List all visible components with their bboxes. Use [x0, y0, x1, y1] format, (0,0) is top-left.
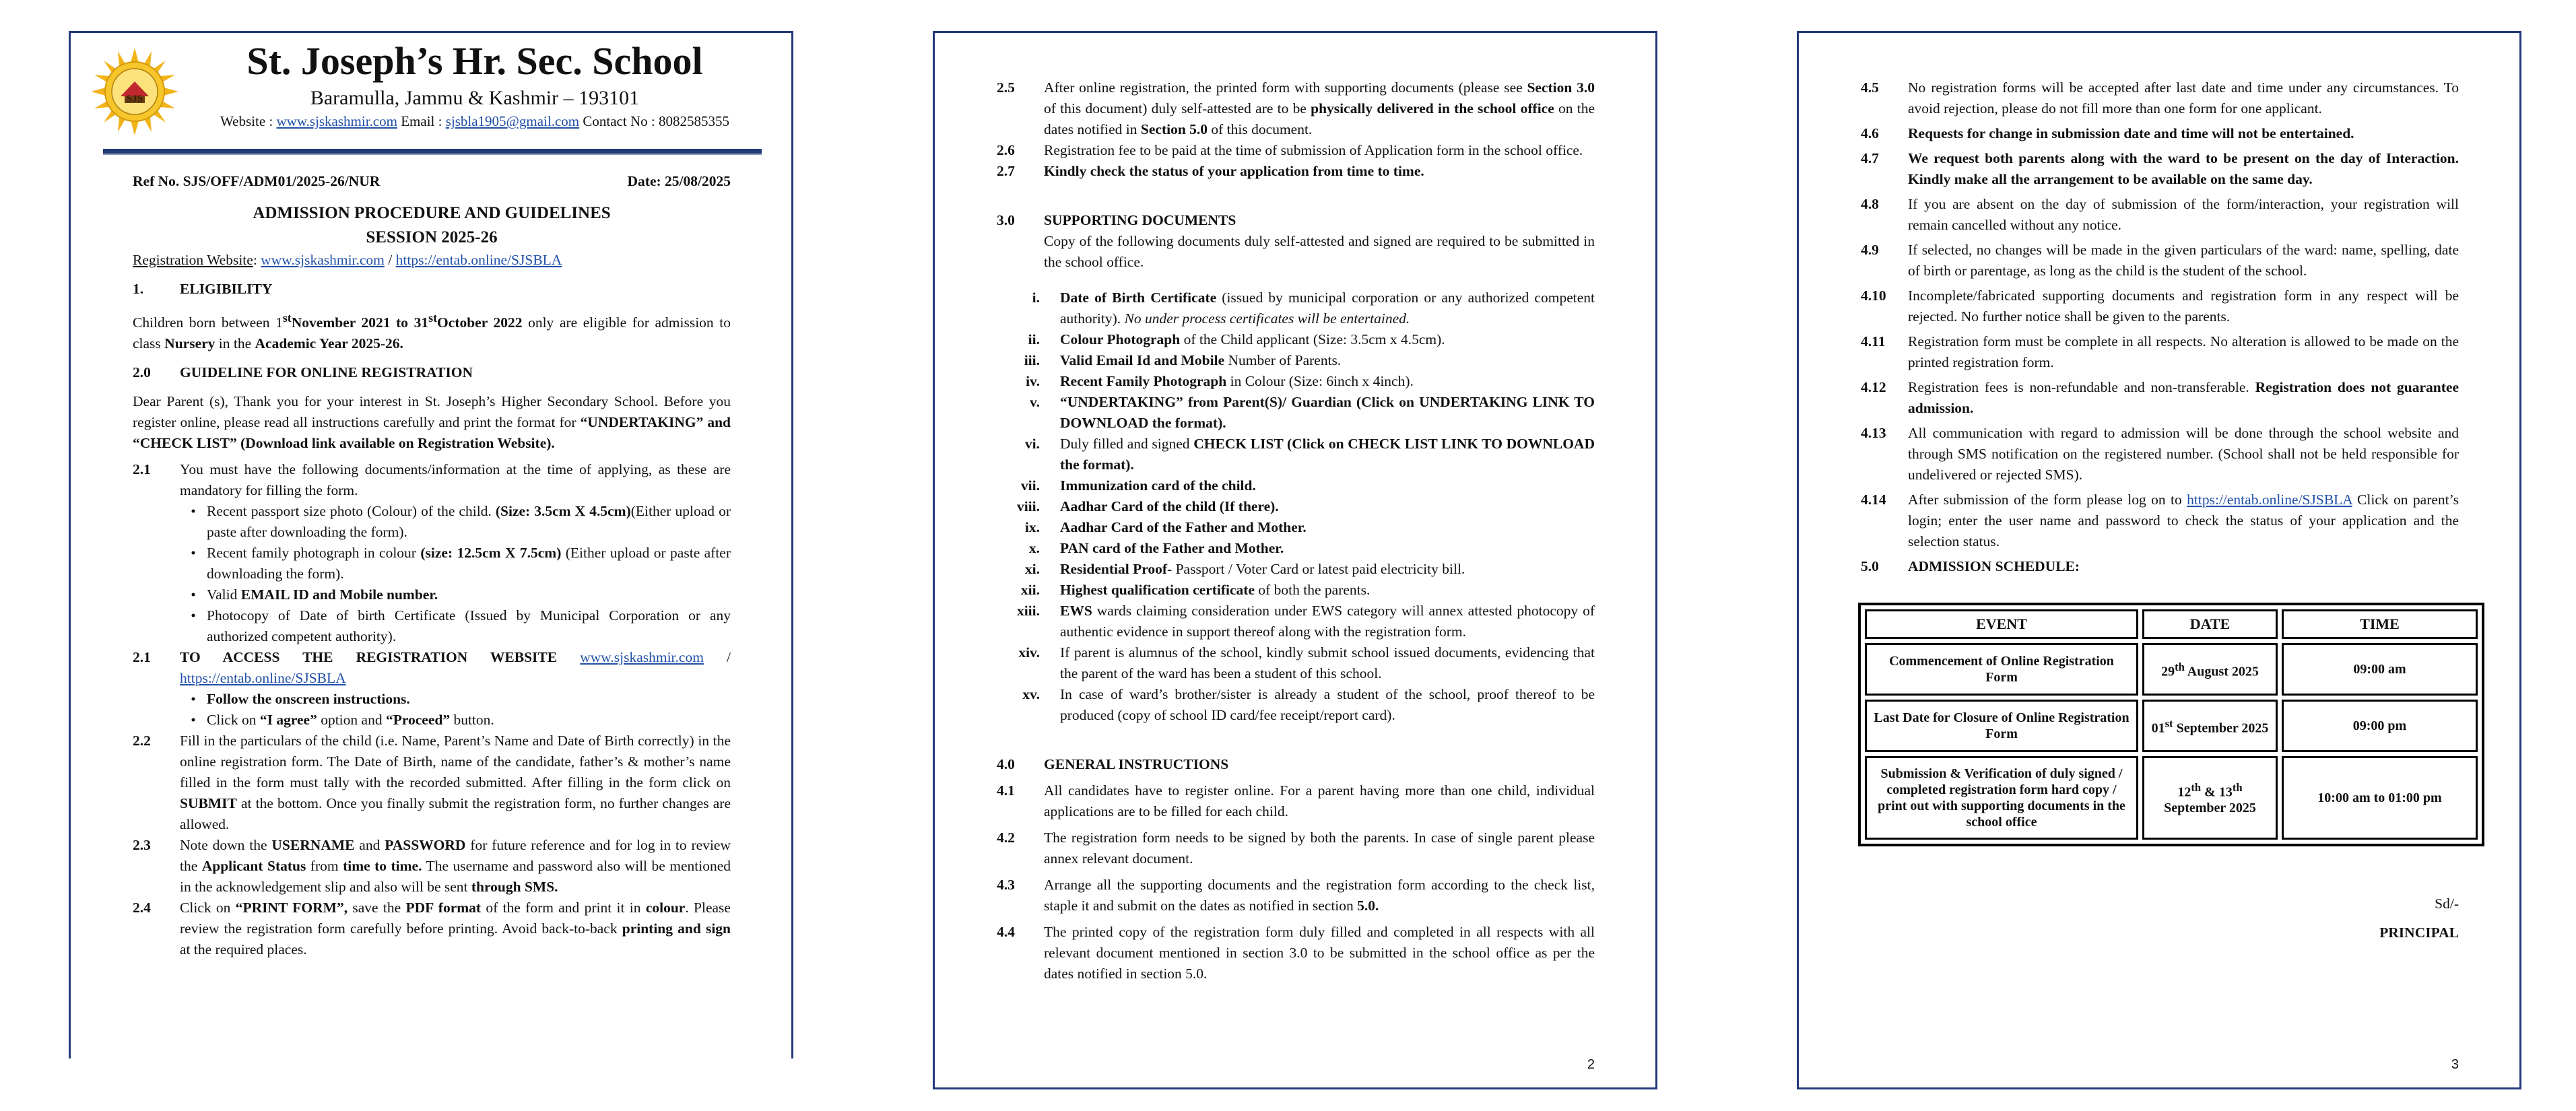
item-2-6: 2.6 Registration fee to be paid at the time of submission of Application form in the school office.: [997, 142, 1583, 158]
item-4-13: 4.13 All communication with regard to admission will be done through the school website and through SMS notification on the registered number. (School shall not be held responsible for undelivered or rejected SMS).: [1861, 425, 2459, 483]
item-4-12: 4.12 Registration fees is non-refundable and non-transferable. Registration does not guarantee admission.: [1861, 379, 2459, 416]
section-2-heading: 2.0 GUIDELINE FOR ONLINE REGISTRATION: [133, 364, 473, 381]
document-item: ii. Colour Photograph of the Child applicant (Size: 3.5cm x 4.5cm).: [1028, 331, 1445, 347]
item-2-7: 2.7 Kindly check the status of your application from time to time.: [997, 163, 1424, 179]
section-4-heading: 4.0 GENERAL INSTRUCTIONS: [997, 756, 1229, 772]
item-2-4: 2.4 Click on “PRINT FORM”, save the PDF format of the form and print it in colour. Please review the registration form carefully before printing. Avoid back-to-back printing and sign at the required places.: [133, 900, 731, 958]
date-cell: 12th & 13th September 2025: [2142, 756, 2278, 840]
school-heading: [185, 37, 764, 131]
item-2-1-website: 2.1 TO ACCESS THE REGISTRATION WEBSITE www.sjskashmir.com / https://entab.online/SJSBLA: [133, 649, 731, 687]
item-4-9: 4.9 If selected, no changes will be made in the given particulars of the ward: name, spelling, date of birth or parentage, as long as the child is the student of the school.: [1861, 242, 2459, 279]
col-time: TIME: [2282, 609, 2478, 639]
school-name: St. Joseph’s Hr. Sec. School: [246, 39, 703, 83]
table-row: [1865, 756, 2478, 840]
document-item: xv. In case of ward’s brother/sister is already a student of the school, proof thereof to be produced (copy of school ID card/fee receipt/report card).: [1022, 686, 1595, 723]
table-row: [1865, 643, 2478, 696]
admission-schedule-table: [1858, 603, 2484, 846]
letterhead: [71, 33, 791, 161]
bullet-agree-proceed: • Click on “I agree” option and “Proceed” button.: [191, 712, 494, 729]
school-logo-icon: [91, 48, 178, 135]
session-title: SESSION 2025-26: [366, 228, 498, 246]
document-item: xii. Highest qualification certificate of both the parents.: [1020, 582, 1370, 598]
section-5-heading: 5.0 ADMISSION SCHEDULE:: [1861, 558, 2080, 574]
supporting-docs-intro: Copy of the following documents duly self-attested and signed are required to be submitted in the school office.: [1044, 233, 1595, 270]
status-check-link[interactable]: https://entab.online/SJSBLA: [2187, 492, 2352, 508]
col-date: DATE: [2142, 609, 2278, 639]
page-number: 2: [1587, 1057, 1595, 1072]
item-4-6: 4.6 Requests for change in submission date and time will not be entertained.: [1861, 125, 2354, 141]
date-cell: 01st September 2025: [2142, 700, 2278, 752]
item-4-1: 4.1 All candidates have to register online. For a parent having more than one child, individual applications are to be filled for each child.: [997, 782, 1595, 819]
document-item: xi. Residential Proof- Passport / Voter Card or latest paid electricity bill.: [1024, 561, 1465, 577]
time-cell: 10:00 am to 01:00 pm: [2282, 756, 2478, 840]
page-3-body: [1861, 77, 2459, 943]
document-item: x. PAN card of the Father and Mother.: [1028, 540, 1284, 556]
school-email-link[interactable]: sjsbla1905@gmail.com: [445, 113, 580, 129]
item-4-2: 4.2 The registration form needs to be signed by both the parents. In case of single parent please annex relevant document.: [997, 830, 1595, 867]
document-title: ADMISSION PROCEDURE AND GUIDELINES: [253, 204, 611, 222]
bullet-dob-certificate: • Photocopy of Date of birth Certificate (Issued by Municipal Corporation or any authorized competent authority).: [191, 607, 731, 645]
item-2-2: 2.2 Fill in the particulars of the child (i.e. Name, Parent’s Name and Date of Birth correctly) in the online registration form. The Date of Birth, name of the candidate, father’s & mother’s name filled in the form must tally with the recorded submitted. After filling in the form click on SUBMIT at the bottom. Once you finally submit the registration form, no further changes are allowed.: [133, 733, 731, 833]
document-item: viii. Aadhar Card of the child (If there).: [1016, 498, 1279, 514]
bullet-family-photo: • Recent family photograph in colour (size: 12.5cm X 7.5cm) (Either upload or paste after downloading the form).: [191, 545, 731, 582]
item-4-10: 4.10 Incomplete/fabricated supporting documents and registration form in any respect will be rejected. No further notice shall be given to the parents.: [1861, 288, 2459, 325]
reg-website-link-1[interactable]: www.sjskashmir.com: [261, 252, 385, 268]
document-item: vii. Immunization card of the child.: [1020, 477, 1256, 494]
eligibility-text: Children born between 1stNovember 2021 to 31stOctober 2022 only are eligible for admission to class Nursery in the Academic Year 2025-26.: [133, 311, 731, 352]
guideline-intro: Dear Parent (s), Thank you for your interest in St. Joseph’s Higher Secondary School. Before you register online, please read all instructions carefully and print the format for “UNDERTAKING” and “CHECK LIST” (Download link available on Registration Website).: [133, 393, 731, 452]
table-row: [1865, 700, 2478, 752]
event-cell: Last Date for Closure of Online Registration Form: [1865, 700, 2138, 752]
document-item: i. Date of Birth Certificate (issued by municipal corporation or any authorized competent authority). No under process certificates will be entertained.: [1032, 290, 1595, 327]
col-event: EVENT: [1865, 609, 2138, 639]
date-cell: 29th August 2025: [2142, 643, 2278, 696]
item-2-5: 2.5 After online registration, the printed form with supporting documents (please see Section 3.0 of this document) duly self-attested are to be physically delivered in the school office on the dates notified in Section 5.0 of this document.: [997, 79, 1595, 137]
section-1-heading: 1. ELIGIBILITY: [133, 281, 273, 297]
reference-line: [133, 171, 731, 192]
signatory: PRINCIPAL: [2379, 924, 2459, 941]
item-4-7: 4.7 We request both parents along with the ward to be present on the day of Interaction. Kindly make all the arrangement to be available on the same day.: [1861, 150, 2459, 187]
item-2-3: 2.3 Note down the USERNAME and PASSWORD for future reference and for log in to review the Applicant Status from time to time. The username and password also will be mentioned in the acknowledgement slip and also will be sent through SMS.: [133, 837, 731, 896]
time-cell: 09:00 am: [2282, 643, 2478, 696]
document-item: xiii. EWS wards claiming consideration under EWS category will annex attested photocopy of authentic evidence in support thereof along with the registration form.: [1016, 603, 1595, 640]
item-4-8: 4.8 If you are absent on the day of submission of the form/interaction, your registration will remain cancelled without any notice.: [1861, 196, 2459, 233]
item-2-1: 2.1 You must have the following documents/information at the time of applying, as these are mandatory for filling the form.: [133, 461, 731, 499]
page-number: 3: [2451, 1057, 2459, 1072]
page-2-body: [997, 77, 1595, 984]
bullet-passport-photo: • Recent passport size photo (Colour) of the child. (Size: 3.5cm X 4.5cm)(Either upload or paste after downloading the form).: [191, 503, 731, 541]
school-website-link[interactable]: www.sjskashmir.com: [276, 113, 397, 129]
bullet-onscreen: • Follow the onscreen instructions.: [191, 691, 410, 708]
header-rule: [103, 149, 762, 155]
item-4-3: 4.3 Arrange all the supporting documents and the registration form according to the check list, staple it and submit on the dates as notified in section 5.0.: [997, 877, 1595, 914]
table-header-row: [1865, 609, 2478, 639]
item-4-14: 4.14 After submission of the form please log on to https://entab.online/SJSBLA Click on parent’s login; enter the user name and password to check the status of your application and the selection status.: [1861, 492, 2459, 549]
ref-number: Ref No. SJS/OFF/ADM01/2025-26/NUR: [133, 173, 381, 189]
event-cell: Submission & Verification of duly signed / completed registration form hard copy / print out with supporting documents in the school office: [1865, 756, 2138, 840]
page-3: [1797, 31, 2521, 1089]
document-item: xiv. If parent is alumnus of the school, kindly submit school issued documents, evidencing that the parent of the ward has been a student of this school.: [1018, 644, 1595, 681]
document-item: vi. Duly filled and signed CHECK LIST (Click on CHECK LIST LINK TO DOWNLOAD the format).: [1024, 436, 1595, 473]
time-cell: 09:00 pm: [2282, 700, 2478, 752]
access-website-link-2[interactable]: https://entab.online/SJSBLA: [180, 670, 346, 687]
contact-line: Website : www.sjskashmir.com Email : sjsbla1905@gmail.com Contact No : 8082585355: [220, 113, 729, 129]
item-4-11: 4.11 Registration form must be complete in all respects. No alteration is allowed to be made on the printed registration form.: [1861, 333, 2459, 370]
event-cell: Commencement of Online Registration Form: [1865, 643, 2138, 696]
supporting-documents-list: [997, 288, 1595, 726]
page-1-body: [133, 171, 731, 960]
document-item: iii. Valid Email Id and Mobile Number of Parents.: [1024, 352, 1342, 368]
bullet-email-mobile: • Valid EMAIL ID and Mobile number.: [191, 586, 438, 603]
letter-date: Date: 25/08/2025: [627, 173, 731, 189]
page-2: [933, 31, 1657, 1089]
document-item: ix. Aadhar Card of the Father and Mother.: [1024, 519, 1307, 535]
reg-website-link-2[interactable]: https://entab.online/SJSBLA: [395, 252, 562, 268]
item-4-4: 4.4 The printed copy of the registration form duly filled and completed in all respects with all relevant document mentioned in section 3.0 to be submitted in the school office as per the dates notified in section 5.0.: [997, 924, 1595, 982]
svg-text:SJS: SJS: [126, 94, 143, 104]
document-item: iv. Recent Family Photograph in Colour (Size: 6inch x 4inch).: [1026, 373, 1414, 389]
signature: Sd/-: [2435, 896, 2459, 912]
document-item: v. “UNDERTAKING” from Parent(S)/ Guardian (Click on UNDERTAKING LINK TO DOWNLOAD the format).: [1030, 394, 1595, 431]
page-1: [69, 31, 793, 1058]
section-3-heading: 3.0 SUPPORTING DOCUMENTS: [997, 212, 1236, 228]
school-address: Baramulla, Jammu & Kashmir – 193101: [310, 87, 640, 109]
item-4-5: 4.5 No registration forms will be accepted after last date and time under any circumstances. To avoid rejection, please do not fill more than one form for one applicant.: [1861, 79, 2459, 116]
registration-website-line: Registration Website: www.sjskashmir.com / https://entab.online/SJSBLA: [133, 252, 562, 268]
access-website-link-1[interactable]: www.sjskashmir.com: [580, 649, 704, 666]
